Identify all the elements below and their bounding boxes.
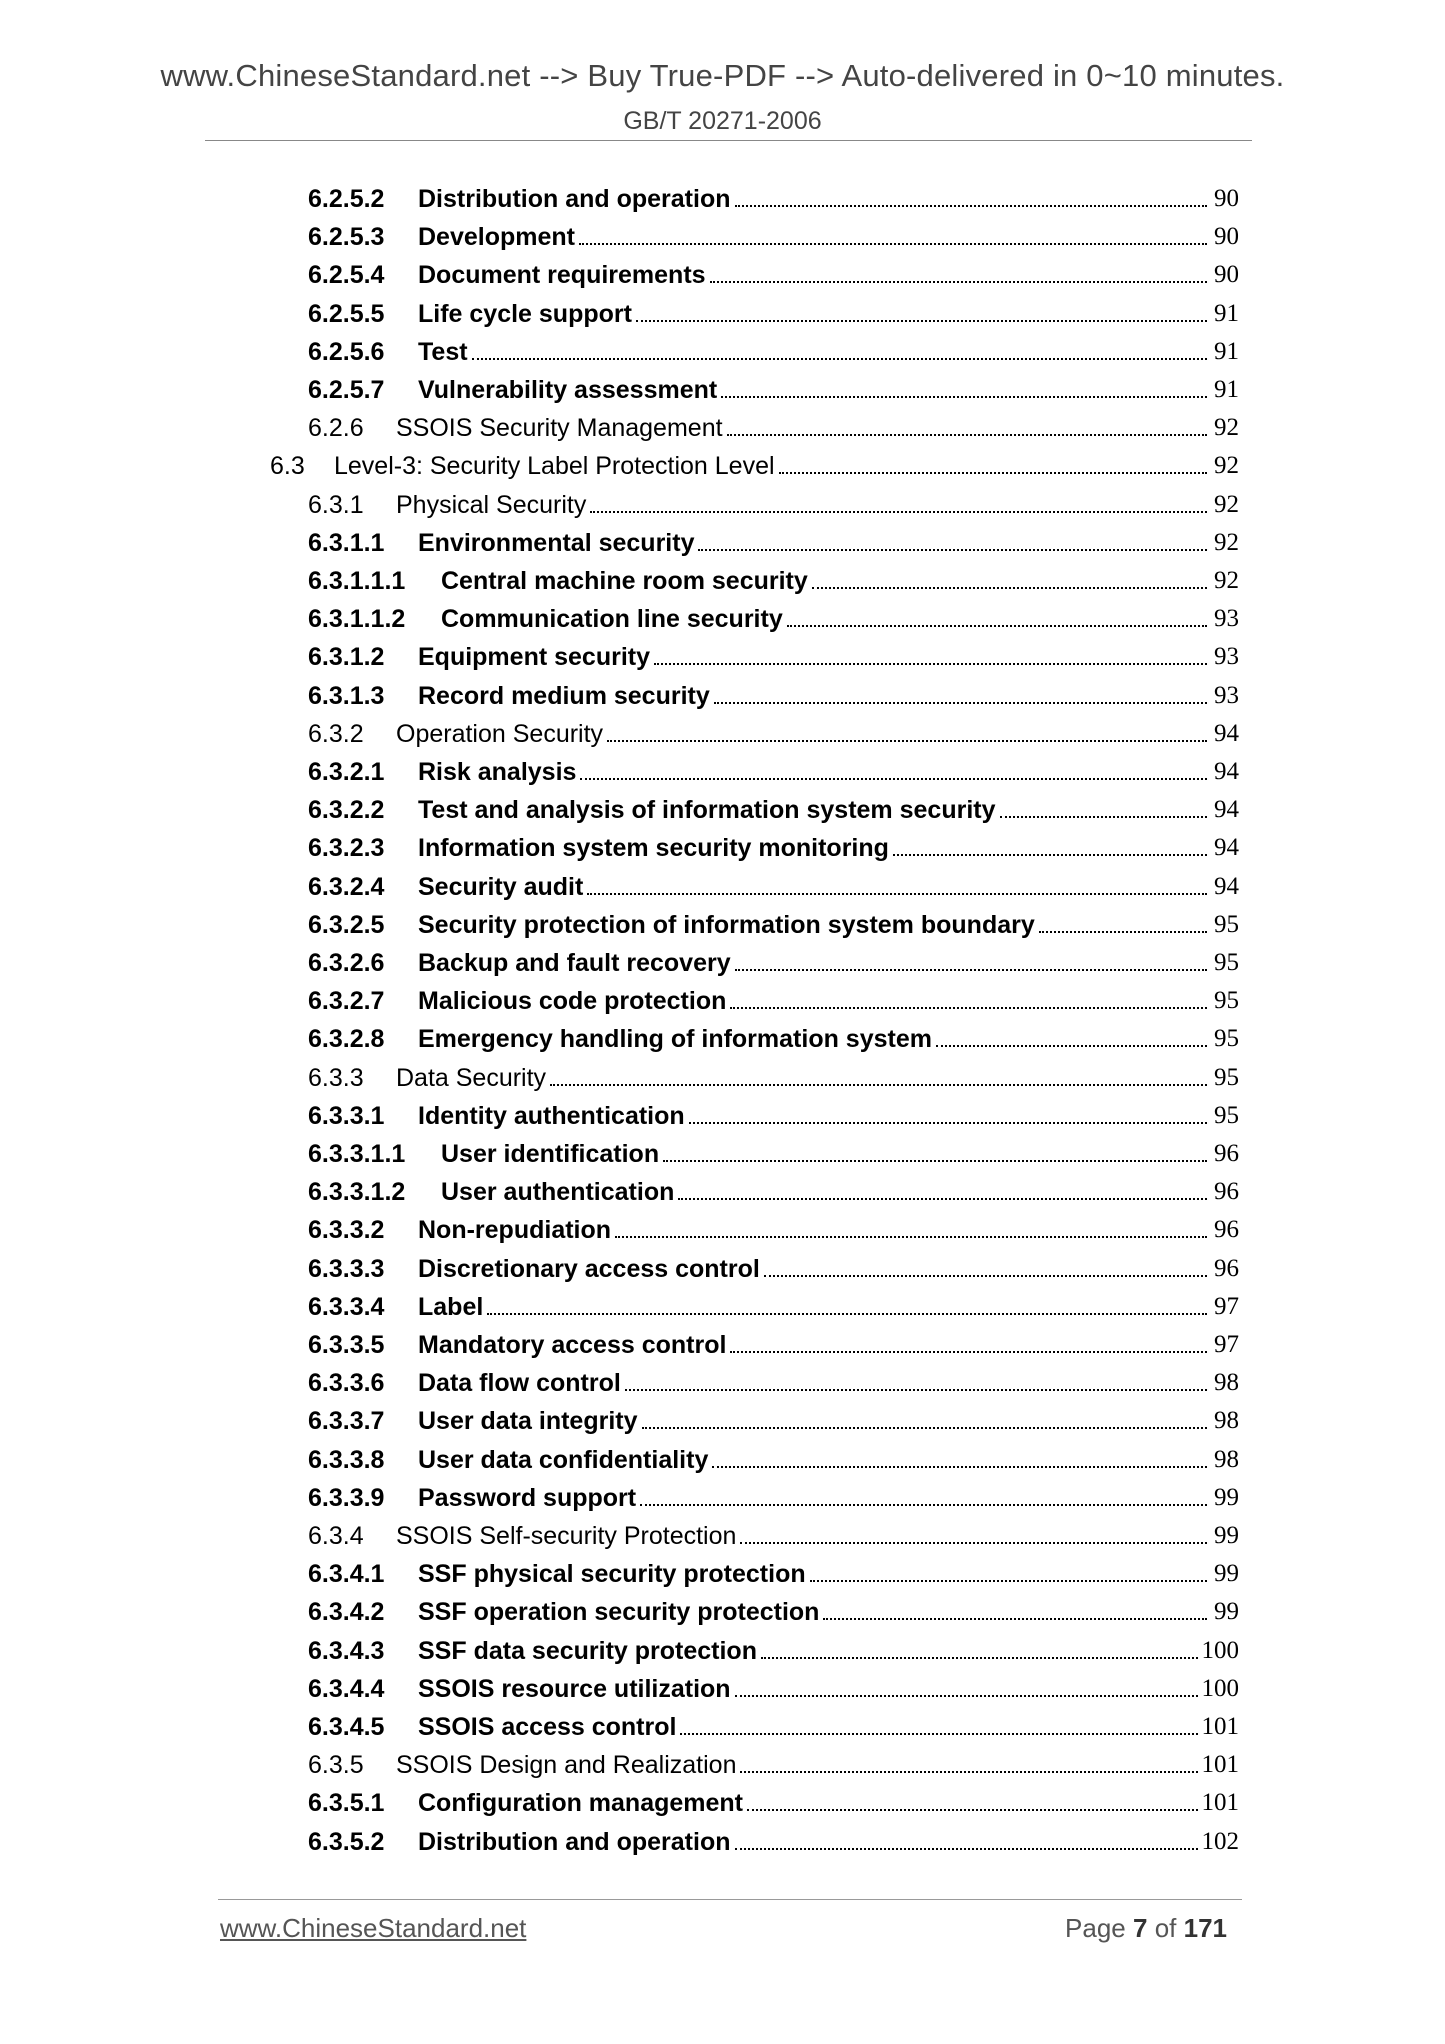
- toc-entry[interactable]: [308, 520, 1239, 558]
- toc-entry-page: 99: [1214, 1483, 1239, 1511]
- toc-dot-leader: [727, 434, 1207, 436]
- toc-entry-number: 6.3.3.1.1: [308, 1140, 406, 1168]
- toc-entry[interactable]: [308, 1742, 1239, 1780]
- toc-entry-page: 95: [1214, 910, 1239, 938]
- toc-dot-leader: [740, 1771, 1197, 1773]
- toc-entry[interactable]: [308, 711, 1239, 749]
- toc-dot-leader: [714, 702, 1207, 704]
- toc-entry-title: SSOIS Design and Realization: [396, 1751, 737, 1780]
- toc-dot-leader: [779, 472, 1207, 474]
- toc-entry[interactable]: [308, 1207, 1239, 1245]
- toc-entry-number: 6.3.3.7: [308, 1407, 385, 1436]
- toc-entry-number: 6.3.3.3: [308, 1254, 385, 1283]
- toc-entry-title: Data flow control: [418, 1369, 621, 1398]
- toc-entry[interactable]: [308, 214, 1239, 252]
- toc-entry[interactable]: [308, 1093, 1239, 1131]
- toc-entry-number: 6.3.1: [308, 490, 364, 519]
- toc-entry-number: 6.3.4.4: [308, 1674, 385, 1703]
- toc-entry-title: Risk analysis: [418, 758, 577, 786]
- toc-dot-leader: [1039, 931, 1207, 933]
- toc-entry-title: Information system security monitoring: [418, 834, 889, 863]
- toc-dot-leader: [663, 1160, 1207, 1162]
- toc-entry[interactable]: [308, 405, 1239, 443]
- toc-entry-page: 94: [1214, 872, 1239, 900]
- toc-dot-leader: [580, 778, 1207, 780]
- toc-dot-leader: [636, 320, 1207, 322]
- toc-entry[interactable]: [308, 291, 1239, 329]
- toc-entry[interactable]: [308, 1055, 1239, 1093]
- toc-entry-title: User data confidentiality: [418, 1445, 709, 1474]
- toc-entry[interactable]: [308, 1131, 1239, 1169]
- toc-entry-number: 6.3.4.3: [308, 1636, 385, 1665]
- toc-entry-title: Security protection of information system boundary: [418, 910, 1035, 939]
- toc-entry-number: 6.3.3.2: [308, 1216, 385, 1245]
- toc-entry-title: Distribution and operation: [418, 185, 731, 213]
- toc-dot-leader: [823, 1618, 1207, 1620]
- toc-entry[interactable]: [270, 443, 1239, 481]
- toc-dot-leader: [642, 1427, 1207, 1429]
- toc-entry-number: 6.3.2.7: [308, 987, 385, 1016]
- toc-entry-title: SSOIS resource utilization: [418, 1674, 731, 1703]
- page-current: 7: [1132, 1913, 1148, 1943]
- toc-entry-page: 99: [1214, 1560, 1239, 1588]
- toc-dot-leader: [587, 893, 1207, 895]
- toc-entry-page: 95: [1214, 1101, 1239, 1129]
- toc-entry-number: 6.3.1.2: [308, 643, 385, 672]
- toc-entry-title: Test: [418, 337, 468, 366]
- toc-entry-page: 96: [1214, 1254, 1239, 1282]
- toc-entry-number: 6.3.1.1.2: [308, 605, 406, 634]
- toc-entry-title: SSF operation security protection: [418, 1598, 820, 1627]
- toc-entry-page: 93: [1214, 681, 1239, 709]
- toc-entry-number: 6.3.3.8: [308, 1445, 385, 1474]
- toc-entry-page: 94: [1214, 719, 1239, 747]
- toc-dot-leader: [721, 396, 1207, 398]
- toc-entry-page: 95: [1214, 987, 1239, 1015]
- footer-divider: [218, 1899, 1242, 1900]
- toc-entry[interactable]: [308, 329, 1239, 367]
- toc-entry-number: 6.3.2.5: [308, 910, 385, 939]
- toc-entry-page: 101: [1201, 1713, 1239, 1740]
- toc-entry-title: Environmental security: [418, 528, 695, 557]
- toc-entry-page: 102: [1201, 1827, 1239, 1855]
- toc-dot-leader: [735, 969, 1207, 971]
- toc-entry-title: Communication line security: [441, 605, 783, 634]
- toc-entry-number: 6.3.4.1: [308, 1560, 385, 1589]
- toc-entry-number: 6.3.5.2: [308, 1827, 385, 1856]
- toc-entry-number: 6.3.3.9: [308, 1483, 385, 1512]
- toc-entry-title: User data integrity: [418, 1407, 638, 1436]
- toc-entry-page: 93: [1214, 643, 1239, 671]
- toc-entry[interactable]: [308, 1780, 1239, 1818]
- toc-entry-number: 6.3.2.3: [308, 834, 385, 863]
- toc-entry[interactable]: [308, 1016, 1239, 1054]
- toc-entry[interactable]: [308, 558, 1239, 596]
- toc-entry[interactable]: [308, 1246, 1239, 1284]
- toc-entry-number: 6.2.5.3: [308, 223, 385, 252]
- toc-entry-page: 101: [1201, 1751, 1239, 1779]
- toc-entry[interactable]: [308, 482, 1239, 520]
- toc-entry[interactable]: [308, 367, 1239, 405]
- toc-entry-number: 6.3.3.6: [308, 1369, 385, 1398]
- toc-dot-leader: [689, 1122, 1207, 1124]
- toc-entry[interactable]: [308, 1666, 1239, 1704]
- toc-entry-page: 94: [1214, 834, 1239, 862]
- toc-dot-leader: [625, 1389, 1207, 1391]
- toc-entry-title: Security audit: [418, 872, 584, 901]
- toc-entry[interactable]: [308, 940, 1239, 978]
- toc-entry-page: 94: [1214, 796, 1239, 824]
- toc-entry-page: 94: [1214, 758, 1239, 785]
- toc-dot-leader: [893, 854, 1207, 856]
- toc-entry-number: 6.3.2.8: [308, 1025, 385, 1054]
- toc-entry[interactable]: [308, 1475, 1239, 1513]
- toc-entry-page: 93: [1214, 605, 1239, 633]
- toc-dot-leader: [654, 663, 1207, 665]
- toc-dot-leader: [698, 549, 1207, 551]
- toc-entry-title: Document requirements: [418, 261, 706, 290]
- toc-entry[interactable]: [308, 749, 1239, 787]
- footer-site-link[interactable]: www.ChineseStandard.net: [220, 1913, 527, 1943]
- toc-entry[interactable]: [308, 176, 1239, 214]
- toc-dot-leader: [678, 1198, 1207, 1200]
- toc-entry-page: 95: [1214, 1025, 1239, 1053]
- toc-entry[interactable]: [308, 1551, 1239, 1589]
- toc-entry-page: 101: [1201, 1789, 1239, 1817]
- toc-entry-number: 6.3.1.1: [308, 528, 385, 557]
- header-divider: [205, 140, 1252, 141]
- toc-entry-title: Level-3: Security Label Protection Level: [334, 452, 775, 481]
- toc-entry-title: Test and analysis of information system security: [418, 796, 996, 825]
- toc-entry-title: Vulnerability assessment: [418, 376, 718, 404]
- toc-entry-number: 6.2.5.7: [308, 376, 385, 404]
- toc-dot-leader: [615, 1236, 1207, 1238]
- toc-entry[interactable]: [308, 1628, 1239, 1666]
- toc-entry-title: Non-repudiation: [418, 1216, 612, 1245]
- toc-dot-leader: [640, 1504, 1207, 1506]
- page-of: of: [1154, 1913, 1177, 1943]
- toc-entry[interactable]: [308, 673, 1239, 711]
- toc-dot-leader: [764, 1275, 1207, 1277]
- toc-entry-page: 90: [1214, 223, 1239, 251]
- toc-entry-number: 6.2.6: [308, 414, 364, 443]
- toc-entry-title: Password support: [418, 1483, 637, 1512]
- toc-dot-leader: [550, 1084, 1207, 1086]
- toc-entry-page: 91: [1214, 337, 1239, 365]
- toc-entry-number: 6.3.2.1: [308, 758, 385, 786]
- page-indicator: [1065, 1913, 1227, 1944]
- toc-entry-number: 6.3.3.1.2: [308, 1178, 406, 1207]
- toc-entry-title: User authentication: [441, 1178, 675, 1207]
- toc-dot-leader: [747, 1809, 1197, 1811]
- toc-entry-number: 6.3.2.4: [308, 872, 385, 901]
- toc-entry-title: SSOIS Security Management: [396, 414, 723, 443]
- toc-dot-leader: [710, 281, 1207, 283]
- toc-entry-page: 100: [1201, 1674, 1239, 1702]
- toc-entry[interactable]: [308, 1437, 1239, 1475]
- toc-entry[interactable]: [308, 1398, 1239, 1436]
- toc-entry-page: 100: [1201, 1636, 1239, 1664]
- toc-dot-leader: [735, 205, 1208, 207]
- toc-entry-number: 6.3.1.1.1: [308, 567, 406, 595]
- toc-dot-leader: [730, 1351, 1207, 1353]
- toc-entry-page: 92: [1214, 452, 1239, 480]
- toc-entry-number: 6.3.2.2: [308, 796, 385, 825]
- toc-entry-page: 92: [1214, 414, 1239, 442]
- toc-dot-leader: [607, 740, 1207, 742]
- toc-dot-leader: [812, 587, 1207, 589]
- toc-entry[interactable]: [308, 1819, 1239, 1857]
- toc-entry[interactable]: [308, 634, 1239, 672]
- toc-entry-title: Identity authentication: [418, 1101, 685, 1130]
- toc-entry-page: 96: [1214, 1216, 1239, 1244]
- toc-entry-page: 98: [1214, 1407, 1239, 1435]
- toc-entry-page: 97: [1214, 1292, 1239, 1320]
- toc-entry-number: 6.3.5.1: [308, 1789, 385, 1818]
- toc-entry-number: 6.3: [270, 452, 305, 481]
- toc-entry-title: Label: [418, 1292, 484, 1321]
- toc-entry-number: 6.3.4.5: [308, 1713, 385, 1741]
- toc-dot-leader: [761, 1657, 1198, 1659]
- toc-entry-number: 6.3.3.5: [308, 1331, 385, 1359]
- toc-entry[interactable]: [308, 902, 1239, 940]
- toc-entry-title: Life cycle support: [418, 299, 632, 328]
- toc-entry-title: User identification: [441, 1140, 660, 1168]
- toc-entry-number: 6.2.5.2: [308, 185, 385, 213]
- toc-entry-number: 6.2.5.4: [308, 261, 385, 290]
- toc-dot-leader: [735, 1695, 1198, 1697]
- toc-entry-title: Record medium security: [418, 681, 710, 710]
- toc-entry[interactable]: [308, 978, 1239, 1016]
- toc-entry[interactable]: [308, 864, 1239, 902]
- toc-entry-page: 99: [1214, 1598, 1239, 1626]
- toc-entry-title: Malicious code protection: [418, 987, 727, 1016]
- toc-entry-title: SSOIS access control: [418, 1713, 677, 1741]
- toc-entry-title: SSF data security protection: [418, 1636, 757, 1665]
- toc-entry-page: 95: [1214, 949, 1239, 976]
- toc-dot-leader: [472, 358, 1207, 360]
- toc-entry-page: 97: [1214, 1331, 1239, 1358]
- toc-dot-leader: [730, 1007, 1207, 1009]
- toc-entry-page: 96: [1214, 1140, 1239, 1167]
- toc-entry-number: 6.3.3.4: [308, 1292, 385, 1321]
- toc-entry-title: SSOIS Self-security Protection: [396, 1522, 737, 1550]
- toc-entry[interactable]: [308, 1284, 1239, 1322]
- toc-entry-title: Development: [418, 223, 575, 252]
- toc-dot-leader: [810, 1580, 1207, 1582]
- toc-entry-number: 6.3.2.6: [308, 949, 385, 977]
- toc-entry-number: 6.3.4.2: [308, 1598, 385, 1627]
- toc-entry-page: 98: [1214, 1369, 1239, 1397]
- toc-dot-leader: [712, 1466, 1207, 1468]
- toc-dot-leader: [1000, 816, 1208, 818]
- toc-entry-number: 6.3.4: [308, 1522, 364, 1550]
- toc-entry-title: SSF physical security protection: [418, 1560, 806, 1589]
- toc-entry[interactable]: [308, 787, 1239, 825]
- toc-entry-title: Configuration management: [418, 1789, 744, 1818]
- toc-entry[interactable]: [308, 1169, 1239, 1207]
- toc-entry-number: 6.3.3.1: [308, 1101, 385, 1130]
- toc-entry[interactable]: [308, 825, 1239, 863]
- toc-entry-number: 6.3.3: [308, 1063, 364, 1092]
- toc-entry-page: 90: [1214, 261, 1239, 289]
- toc-entry-number: 6.2.5.5: [308, 299, 385, 328]
- page-total: 171: [1183, 1913, 1227, 1943]
- toc-entry-title: Backup and fault recovery: [418, 949, 731, 977]
- header-banner: www.ChineseStandard.net --> Buy True-PDF --> Auto-delivered in 0~10 minutes.: [160, 58, 1285, 93]
- toc-entry-page: 90: [1214, 185, 1239, 212]
- toc-entry-page: 91: [1214, 376, 1239, 403]
- toc-entry-number: 6.3.1.3: [308, 681, 385, 710]
- toc-entry-title: Physical Security: [396, 490, 587, 519]
- toc-entry-number: 6.3.5: [308, 1751, 364, 1780]
- toc-entry-page: 95: [1214, 1063, 1239, 1091]
- toc-entry[interactable]: [308, 252, 1239, 290]
- toc-entry-number: 6.2.5.6: [308, 337, 385, 366]
- toc-entry-number: 6.3.2: [308, 719, 364, 748]
- toc-entry[interactable]: [308, 596, 1239, 634]
- toc-entry-title: Equipment security: [418, 643, 650, 672]
- toc-entry-title: Mandatory access control: [418, 1331, 727, 1359]
- toc-entry[interactable]: [308, 1322, 1239, 1360]
- toc-entry-title: Emergency handling of information system: [418, 1025, 932, 1054]
- toc-entry[interactable]: [308, 1360, 1239, 1398]
- toc-dot-leader: [735, 1848, 1198, 1850]
- toc-dot-leader: [740, 1542, 1207, 1544]
- toc-dot-leader: [579, 243, 1207, 245]
- toc-entry[interactable]: [308, 1513, 1239, 1551]
- toc-entry-title: Operation Security: [396, 719, 604, 748]
- toc-dot-leader: [787, 625, 1207, 627]
- toc-entry-page: 92: [1214, 490, 1239, 518]
- toc-dot-leader: [936, 1045, 1207, 1047]
- toc-entry-title: Data Security: [396, 1063, 547, 1092]
- toc-entry[interactable]: [308, 1704, 1239, 1742]
- toc-entry-page: 92: [1214, 567, 1239, 594]
- toc-entry-page: 96: [1214, 1178, 1239, 1206]
- toc-dot-leader: [680, 1733, 1197, 1735]
- toc-entry-title: Discretionary access control: [418, 1254, 760, 1283]
- standard-code: GB/T 20271-2006: [623, 107, 822, 135]
- toc-entry[interactable]: [308, 1589, 1239, 1627]
- toc-dot-leader: [590, 511, 1207, 513]
- toc-entry-title: Central machine room security: [441, 567, 808, 595]
- toc-entry-page: 98: [1214, 1445, 1239, 1473]
- page-prefix: Page: [1065, 1913, 1126, 1943]
- toc-entry-page: 91: [1214, 299, 1239, 327]
- toc-entry-page: 92: [1214, 528, 1239, 556]
- toc-entry-page: 99: [1214, 1522, 1239, 1549]
- toc-dot-leader: [487, 1313, 1207, 1315]
- toc-entry-title: Distribution and operation: [418, 1827, 731, 1856]
